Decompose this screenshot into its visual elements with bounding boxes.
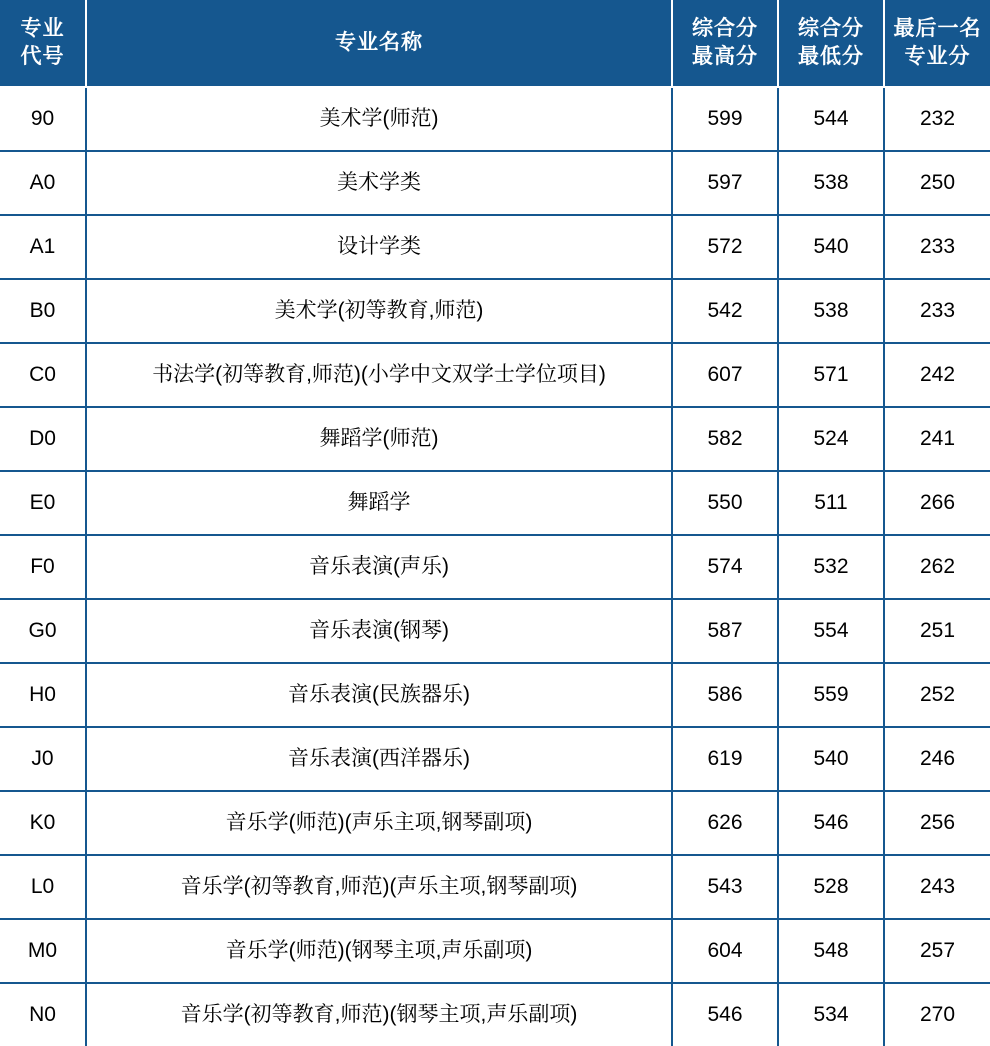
cell-major-code: G0 — [0, 599, 86, 663]
cell-last-rank-major-score: 256 — [884, 791, 990, 855]
cell-major-name: 音乐表演(民族器乐) — [86, 663, 672, 727]
column-header-composite-max-line2: 最高分 — [692, 45, 758, 68]
table-row — [0, 279, 990, 343]
cell-major-code: L0 — [0, 855, 86, 919]
cell-major-code: H0 — [0, 663, 86, 727]
cell-composite-min: 538 — [778, 151, 884, 215]
table-row — [0, 791, 990, 855]
column-header-composite-min — [778, 0, 884, 87]
cell-composite-min: 554 — [778, 599, 884, 663]
column-header-composite-max — [672, 0, 778, 87]
cell-last-rank-major-score: 243 — [884, 855, 990, 919]
cell-composite-max: 586 — [672, 663, 778, 727]
cell-major-code: A0 — [0, 151, 86, 215]
cell-major-name: 书法学(初等教育,师范)(小学中文双学士学位项目) — [86, 343, 672, 407]
table-row — [0, 151, 990, 215]
cell-composite-min: 511 — [778, 471, 884, 535]
column-header-major-code-line1: 专业 — [20, 17, 65, 41]
cell-last-rank-major-score: 251 — [884, 599, 990, 663]
cell-major-code: 90 — [0, 87, 86, 151]
cell-composite-max: 587 — [672, 599, 778, 663]
cell-last-rank-major-score: 257 — [884, 919, 990, 983]
cell-major-name: 音乐表演(声乐) — [86, 535, 672, 599]
cell-last-rank-major-score: 242 — [884, 343, 990, 407]
cell-major-code: C0 — [0, 343, 86, 407]
cell-major-name: 音乐表演(西洋器乐) — [86, 727, 672, 791]
cell-composite-min: 540 — [778, 215, 884, 279]
cell-composite-min: 540 — [778, 727, 884, 791]
cell-major-code: E0 — [0, 471, 86, 535]
column-header-composite-min-line1: 综合分 — [798, 17, 864, 41]
table-row — [0, 87, 990, 151]
cell-composite-min: 559 — [778, 663, 884, 727]
table-row — [0, 983, 990, 1046]
table-row — [0, 919, 990, 983]
column-header-composite-max-line1: 综合分 — [692, 17, 758, 41]
table-body — [0, 87, 990, 1046]
cell-composite-min: 534 — [778, 983, 884, 1046]
cell-composite-max: 607 — [672, 343, 778, 407]
column-header-last-rank-major-score — [884, 0, 990, 87]
table-row — [0, 663, 990, 727]
cell-major-name: 音乐学(初等教育,师范)(钢琴主项,声乐副项) — [86, 983, 672, 1046]
cell-major-code: D0 — [0, 407, 86, 471]
table-header-row — [0, 0, 990, 87]
cell-composite-min: 544 — [778, 87, 884, 151]
table-row — [0, 343, 990, 407]
cell-major-code: A1 — [0, 215, 86, 279]
table-row — [0, 471, 990, 535]
column-header-major-name — [86, 0, 672, 87]
cell-last-rank-major-score: 250 — [884, 151, 990, 215]
cell-last-rank-major-score: 233 — [884, 215, 990, 279]
cell-composite-max: 604 — [672, 919, 778, 983]
table-row — [0, 407, 990, 471]
cell-composite-max: 619 — [672, 727, 778, 791]
cell-major-code: B0 — [0, 279, 86, 343]
cell-major-name: 音乐学(师范)(声乐主项,钢琴副项) — [86, 791, 672, 855]
cell-composite-min: 546 — [778, 791, 884, 855]
table-header — [0, 0, 990, 87]
cell-composite-max: 597 — [672, 151, 778, 215]
cell-composite-max: 550 — [672, 471, 778, 535]
cell-composite-max: 574 — [672, 535, 778, 599]
table-row — [0, 535, 990, 599]
table-row — [0, 855, 990, 919]
cell-composite-min: 524 — [778, 407, 884, 471]
cell-composite-min: 548 — [778, 919, 884, 983]
cell-major-name: 舞蹈学 — [86, 471, 672, 535]
cell-last-rank-major-score: 233 — [884, 279, 990, 343]
cell-major-name: 音乐学(师范)(钢琴主项,声乐副项) — [86, 919, 672, 983]
cell-last-rank-major-score: 232 — [884, 87, 990, 151]
cell-composite-max: 599 — [672, 87, 778, 151]
cell-composite-min: 538 — [778, 279, 884, 343]
cell-composite-min: 532 — [778, 535, 884, 599]
cell-composite-max: 546 — [672, 983, 778, 1046]
cell-last-rank-major-score: 252 — [884, 663, 990, 727]
cell-last-rank-major-score: 270 — [884, 983, 990, 1046]
cell-composite-max: 582 — [672, 407, 778, 471]
cell-composite-min: 528 — [778, 855, 884, 919]
table-row — [0, 215, 990, 279]
cell-composite-max: 543 — [672, 855, 778, 919]
cell-composite-max: 626 — [672, 791, 778, 855]
cell-composite-max: 542 — [672, 279, 778, 343]
cell-major-name: 设计学类 — [86, 215, 672, 279]
column-header-composite-min-line2: 最低分 — [798, 45, 864, 68]
cell-major-code: M0 — [0, 919, 86, 983]
cell-major-code: N0 — [0, 983, 86, 1046]
cell-major-name: 音乐学(初等教育,师范)(声乐主项,钢琴副项) — [86, 855, 672, 919]
cell-composite-min: 571 — [778, 343, 884, 407]
column-header-major-name-line1: 专业名称 — [335, 31, 423, 55]
cell-major-name: 美术学(师范) — [86, 87, 672, 151]
cell-last-rank-major-score: 262 — [884, 535, 990, 599]
cell-major-code: K0 — [0, 791, 86, 855]
cell-last-rank-major-score: 246 — [884, 727, 990, 791]
column-header-last-rank-major-score-line1: 最后一名 — [893, 17, 982, 41]
column-header-major-code — [0, 0, 86, 87]
column-header-last-rank-major-score-line2: 专业分 — [904, 45, 971, 68]
cell-composite-max: 572 — [672, 215, 778, 279]
cell-major-name: 美术学类 — [86, 151, 672, 215]
cell-major-name: 音乐表演(钢琴) — [86, 599, 672, 663]
cell-major-code: F0 — [0, 535, 86, 599]
cell-major-name: 美术学(初等教育,师范) — [86, 279, 672, 343]
cell-major-name: 舞蹈学(师范) — [86, 407, 672, 471]
table-row — [0, 599, 990, 663]
column-header-major-code-line2: 代号 — [20, 45, 65, 68]
cell-major-code: J0 — [0, 727, 86, 791]
table-row — [0, 727, 990, 791]
cell-last-rank-major-score: 241 — [884, 407, 990, 471]
cell-last-rank-major-score: 266 — [884, 471, 990, 535]
